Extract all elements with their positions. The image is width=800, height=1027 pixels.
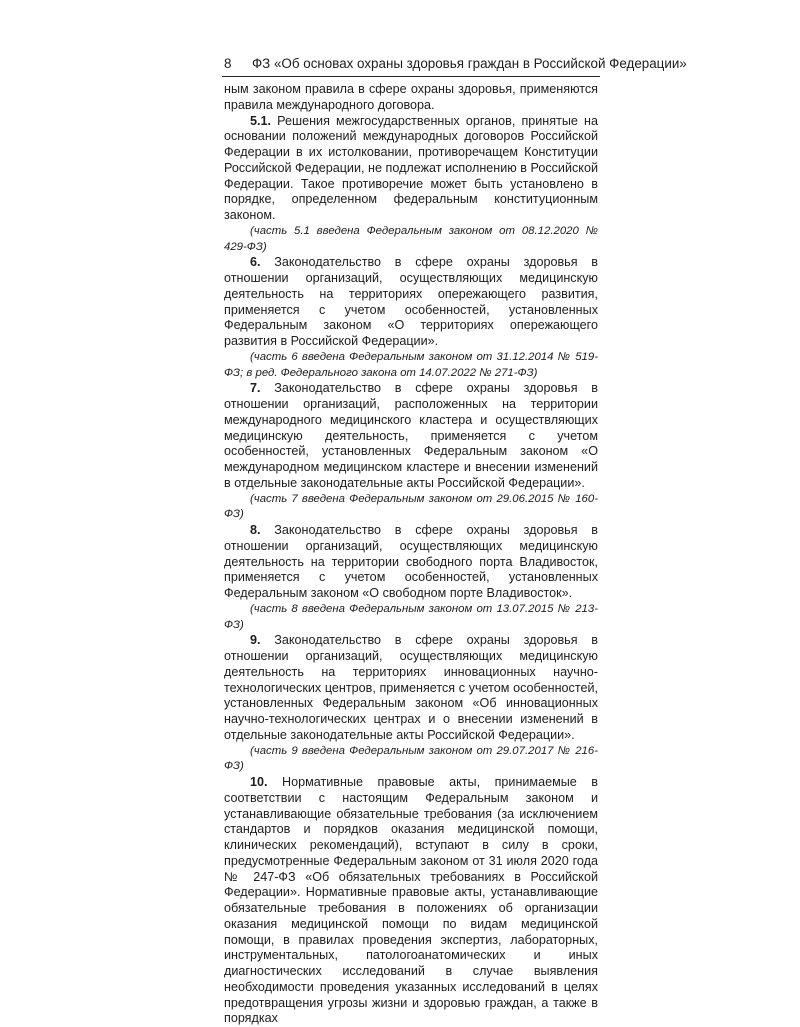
paragraph-number: 5.1.	[250, 113, 272, 128]
paragraph	[224, 633, 598, 743]
paragraph-text: Законодательство в сфере охраны здоровья в отношении организаций, расположенных на территории международного медицинского кластера и осуществляющих медицинскую деятельность, применяется с учетом особенностей, установленных Федеральным законом «О международном медицинском кластере и внесении изменений в отдельные законодательные акты Российской Федерации».	[224, 381, 598, 490]
paragraph-text: Законодательство в сфере охраны здоровья в отношении организаций, осуществляющих медицинскую деятельность на территориях инновационных научно-технологических центров, применяется с учетом особенностей, установленных Федеральным законом «Об инновационных научно-технологических центрах и о внесении изменений в отдельные законодательные акты Российской Федерации».	[224, 633, 598, 742]
note-text: (часть 8 введена Федеральным законом от 13.07.2015 № 213-ФЗ)	[224, 602, 598, 631]
paragraph-text: ным законом правила в сфере охраны здоровья, применяются правила международного договора.	[224, 82, 598, 112]
running-header	[200, 55, 687, 75]
paragraph-number: 10.	[250, 775, 268, 789]
paragraph	[224, 523, 598, 602]
note-text: (часть 9 введена Федеральным законом от 29.07.2017 № 216-ФЗ)	[224, 744, 598, 773]
paragraph-text: Законодательство в сфере охраны здоровья в отношении организаций, осуществляющих медицинскую деятельность на территории свободного порта Владивосток, применяется с учетом особенностей, установленных Федеральным законом «О свободном порте Владивосток».	[224, 523, 598, 600]
running-title: ФЗ «Об основах охраны здоровья граждан в Российской Федерации»	[252, 56, 687, 71]
amendment-note	[224, 602, 598, 634]
page-body	[224, 82, 598, 1027]
amendment-note	[224, 224, 598, 256]
paragraph	[224, 255, 598, 350]
paragraph-text: Решения межгосударственных органов, принятые на основании положений международных договоров Российской Федерации в их истолковании, противоречащем Конституции Российской Федерации, не подлежат исполнению в Российской Федерации. Такое противоречие может быть установлено в порядке, определенном федеральным конституционным законом.	[224, 113, 598, 222]
book-page	[200, 55, 687, 1026]
paragraph	[224, 82, 598, 114]
paragraph-number: 7.	[250, 381, 261, 396]
paragraph	[224, 114, 598, 224]
paragraph-number: 8.	[250, 523, 261, 537]
paragraph-text: Нормативные правовые акты, принимаемые в соответствии с настоящим Федеральным законом и устанавливающие обязательные требования (за исключением стандартов и порядков оказания медицинской помощи, клинических рекомендаций), вступают в силу в сроки, предусмотренные Федеральным законом от 31 июля 2020 года № 247-ФЗ «Об обязательных требованиях в Российской Федерации». Нормативные правовые акты, устанавливающие обязательные требования в положениях об организации оказания медицинской помощи по видам медицинской помощи, в правилах проведения экспертиз, лабораторных, инструментальных, патологоанатомических и иных диагностических исследований в случае выявления необходимости проведения указанных исследований в целях предотвращения угрозы жизни и здоровью граждан, а также в порядках	[224, 775, 598, 1026]
note-text: (часть 6 введена Федеральным законом от 31.12.2014 № 519-ФЗ; в ред. Федерального закона от 14.07.2022 № 271-ФЗ)	[224, 350, 598, 379]
paragraph	[224, 381, 598, 491]
page-number: 8	[224, 56, 232, 71]
paragraph-number: 9.	[250, 633, 261, 648]
note-text: (часть 5.1 введена Федеральным законом от 08.12.2020 № 429-ФЗ)	[224, 224, 598, 253]
paragraph	[224, 775, 598, 1027]
amendment-note	[224, 492, 598, 524]
paragraph-text: Законодательство в сфере охраны здоровья в отношении организаций, осуществляющих медицинскую деятельность на территориях опережающего развития, применяется с учетом особенностей, установленных Федеральным законом «О территориях опережающего развития в Российской Федерации».	[224, 255, 598, 348]
paragraph-number: 6.	[250, 255, 261, 270]
amendment-note	[224, 744, 598, 776]
header-rule	[222, 76, 600, 77]
amendment-note	[224, 350, 598, 382]
note-text: (часть 7 введена Федеральным законом от 29.06.2015 № 160-ФЗ)	[224, 492, 598, 521]
